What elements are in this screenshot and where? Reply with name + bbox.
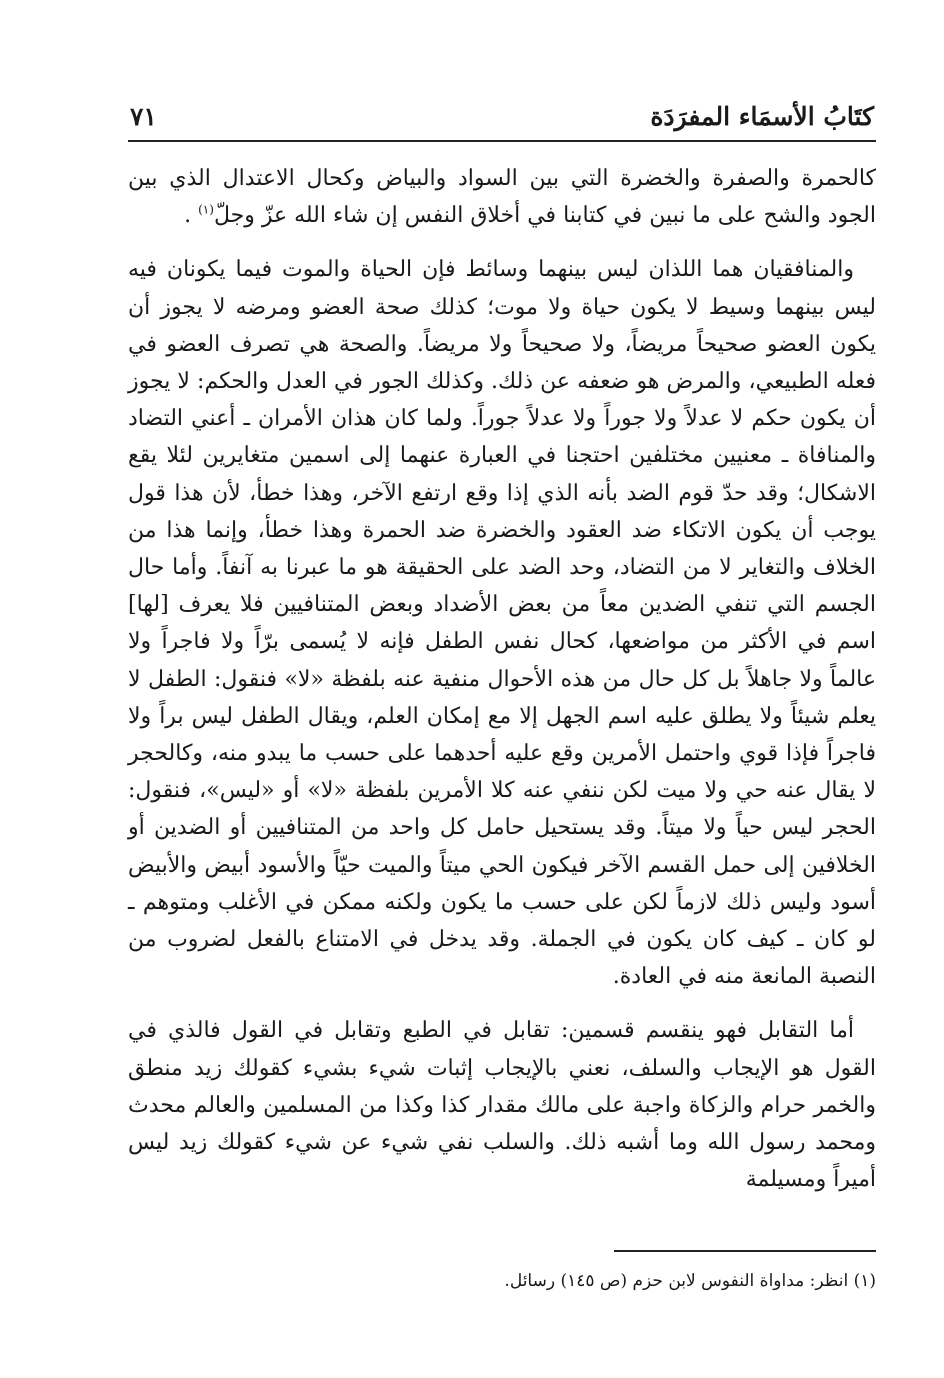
paragraph-2: والمنافقيان هما اللذان ليس بينهما وسائط فإن الحياة والموت فيما يكونان فيه ليس بينهما وسيط لا يكون حياة ولا موت؛ كذلك صحة العضو ومرضه لا يجوز أن يكون العضو صحيحاً مريضاً، ولا صحيحاً ولا مريضاً. والصحة هي تصرف العضو في فعله الطبيعي، والمرض هو ضعفه عن ذلك. وكذلك الجور في العدل والحكم: لا يجوز أن يكون حكم لا عدلاً ولا جوراً ولا عدلاً جوراً. ولما كان هذان الأمران ـ أعني التضاد والمنافاة ـ معنيين مختلفين احتجنا في العبارة عنهما إلى اسمين متغايرين لئلا يقع الاشكال؛ وقد حدّ قوم الضد بأنه الذي إذا وقع ارتفع الآخر، وهذا خطأ، لأن هذا قول يوجب أن يكون الاتكاء ضد العقود والخضرة ضد الحمرة وهذا خطأ، وإنما هذا من الخلاف والتغاير لا من التضاد، وحد الضد على الحقيقة هو ما عبرنا به آنفاً. وأما حال الجسم التي تنفي الضدين معاً من بعض الأضداد وبعض المتنافيين فلا يعرف [لها] اسم في الأكثر من مواضعها، كحال نفس الطفل فإنه لا يُسمى برّاً ولا فاجراً ولا عالماً ولا جاهلاً بل كل حال من هذه الأحوال منفية عنه بلفظة «لا» فنقول: الطفل لا يعلم شيئاً ولا يطلق عليه اسم الجهل إلا مع إمكان العلم، ويقال الطفل ليس براً ولا فاجراً فإذا قوي واحتمل الأمرين وقع عليه أحدهما على حسب ما يبدو منه، وكالحجر لا يقال عنه حي ولا ميت لكن ننفي عنه كلا الأمرين بلفظة «لا» أو «ليس»، فنقول: الحجر ليس حياً ولا ميتاً. وقد يستحيل حامل كل واحد من المتنافيين أو الضدين أو الخلافين إلى حمل القسم الآخر فيكون الحي ميتاً والميت حيّاً والأسود أبيض والأبيض أسود وليس ذلك لازماً لكن على حسب ما يكون ولكنه ممكن في الأغلب ومتوهم ـ لو كان ـ كيف كان يكون في الجملة. وقد يدخل في الامتناع بالفعل لضروب من النصبة المانعة منه في العادة. <box>128 257 876 990</box>
paragraph-3: أما التقابل فهو ينقسم قسمين: تقابل في الطبع وتقابل في القول فالذي في القول هو الإيجاب والسلف، نعني بالإيجاب إثبات شيء بشيء كقولك زيد منطق والخمر حرام والزكاة واجبة على مالك مقدار كذا وكذا من المسلمين والعالم محدث ومحمد رسول الله وما أشبه ذلك. والسلب نفي شيء عن شيء كقولك زيد ليس أميراً ومسيلمة <box>128 1018 876 1193</box>
paragraph-1-text: كالحمرة والصفرة والخضرة التي بين السواد والبياض وكحال الاعتدال الذي بين الجود والشح على ما نبين في كتابنا في أخلاق النفس إن شاء الله عزّ وجلّ <box>128 166 876 229</box>
body-text <box>128 160 876 1198</box>
paragraph-1-end: . <box>184 203 199 229</box>
paragraph-1 <box>128 160 876 234</box>
page-number: ٧١ <box>130 102 157 131</box>
footnote-reference: (١) <box>198 202 214 217</box>
book-title: كتَابُ الأسمَاء المفرَدَة <box>650 102 874 131</box>
footnote-rule <box>614 1250 876 1252</box>
running-header <box>128 100 874 134</box>
header-rule <box>128 140 876 142</box>
footnote: (١) انظر: مداواة النفوس لابن حزم (ص ١٤٥) رسائل. <box>504 1271 876 1291</box>
